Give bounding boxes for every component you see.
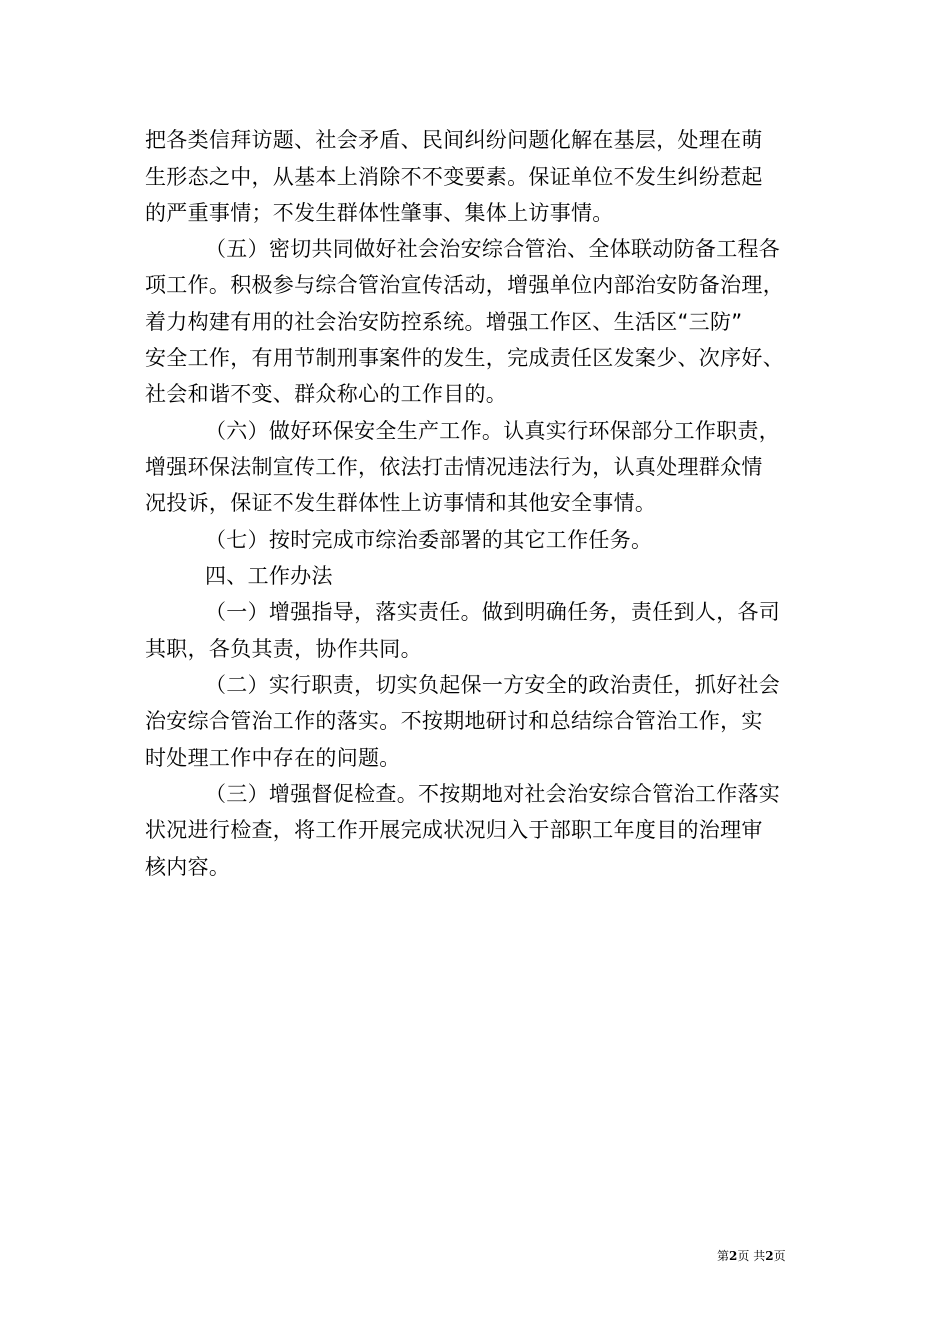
body-text-line: 把各类信拜访题、社会矛盾、民间纠纷问题化解在基层，处理在萌: [145, 128, 763, 152]
paragraph-start-line: （五）密切共同做好社会治安综合管治、全体联动防备工程各: [205, 237, 781, 261]
total-page-number: 2: [765, 1249, 774, 1263]
paragraph-start-line: （六）做好环保安全生产工作。认真实行环保部分工作职责，: [205, 419, 781, 443]
body-text-line: 况投诉，保证不发生群体性上访事情和其他安全事情。: [145, 491, 657, 515]
body-text-line: 状况进行检查，将工作开展完成状况归入于部职工年度目的治理审: [145, 818, 763, 842]
paragraph-start-line: （三）增强督促检查。不按期地对社会治安综合管治工作落实: [205, 782, 781, 806]
body-text-line: 时处理工作中存在的问题。: [145, 746, 401, 770]
body-text-line: 项工作。积极参与综合管治宣传活动，增强单位内部治安防备治理，: [145, 273, 784, 297]
page-number-footer: [717, 1248, 786, 1264]
current-page-number: 2: [729, 1249, 738, 1263]
paragraph-start-line: （七）按时完成市综治委部署的其它工作任务。: [205, 528, 653, 552]
footer-suffix: 页: [773, 1249, 786, 1263]
body-text-line: 着力构建有用的社会治安防控系统。增强工作区、生活区“三防”: [145, 310, 743, 334]
body-text-line: 核内容。: [145, 855, 231, 879]
body-text-line: 治安综合管治工作的落实。不按期地研讨和总结综合管治工作，实: [145, 709, 763, 733]
body-text-line: 的严重事情；不发生群体性肇事、集体上访事情。: [145, 201, 614, 225]
paragraph-start-line: （二）实行职责，切实负起保一方安全的政治责任，抓好社会: [205, 673, 781, 697]
body-text-line: 社会和谐不变、群众称心的工作目的。: [145, 382, 508, 406]
footer-middle: 页 共: [737, 1249, 766, 1263]
paragraph-start-line: （一）增强指导，落实责任。做到明确任务，责任到人，各司: [205, 600, 781, 624]
body-text-line: 安全工作，有用节制刑事案件的发生，完成责任区发案少、次序好、: [145, 346, 784, 370]
body-text-line: 增强环保法制宣传工作，依法打击情况违法行为，认真处理群众情: [145, 455, 763, 479]
body-text-line: 其职，各负其责，协作共同。: [145, 637, 422, 661]
section-heading: 四、工作办法: [205, 564, 333, 588]
body-text-line: 生形态之中，从基本上消除不不变要素。保证单位不发生纠纷惹起: [145, 165, 763, 189]
footer-prefix: 第: [717, 1249, 730, 1263]
